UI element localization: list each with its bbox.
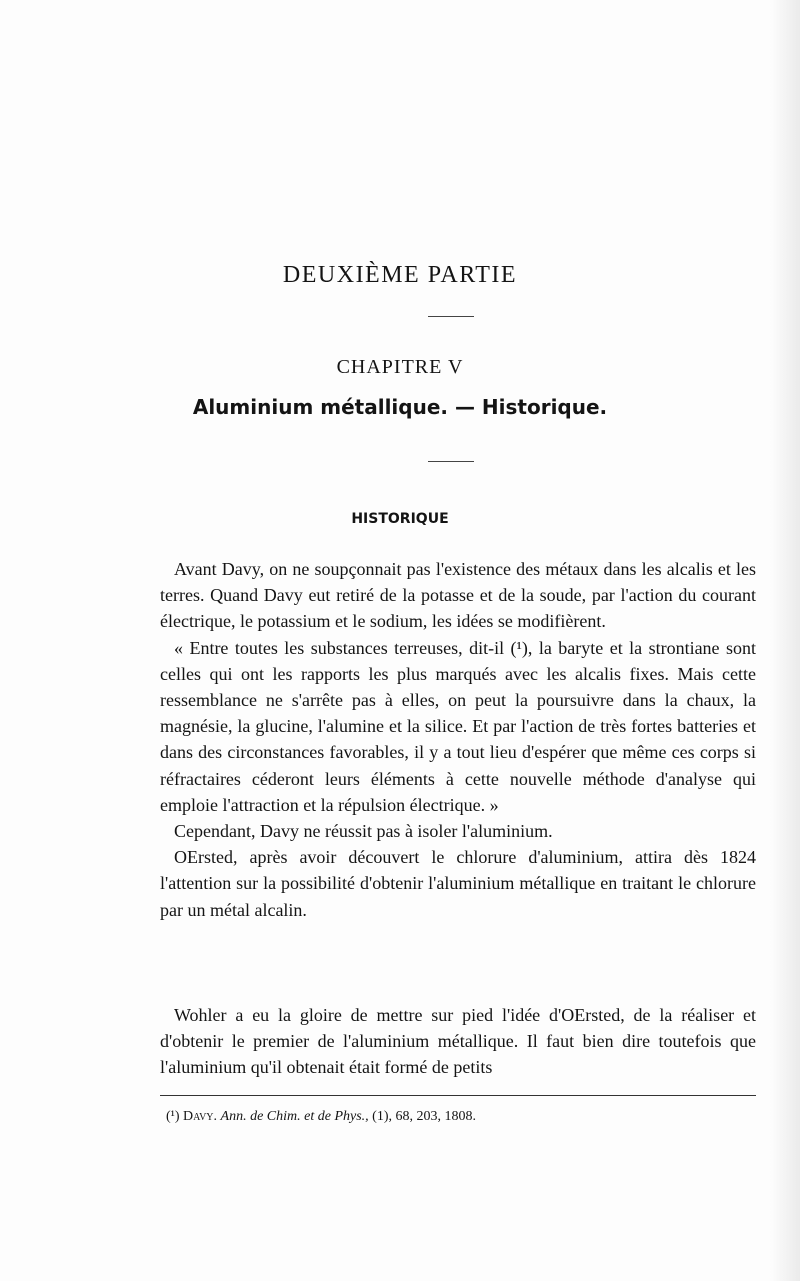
body-text-block (160, 556, 756, 923)
chapter-number: CHAPITRE V (336, 356, 464, 378)
footnote (166, 1109, 476, 1125)
chapter-title: Aluminium métallique. — Historique. (192, 395, 608, 419)
divider-rule (428, 461, 474, 462)
body-text-block (160, 1002, 756, 1081)
section-heading: HISTORIQUE (351, 511, 449, 527)
footnote-rule (160, 1095, 756, 1096)
paragraph: Wohler a eu la gloire de mettre sur pied l'idée d'OErsted, de la réaliser et d'obtenir le premier de l'aluminium métallique. Il faut bien dire toutefois que l'aluminium qu'il obtenait était formé de petits (160, 1005, 756, 1078)
footnote-marker: (¹) (166, 1109, 180, 1124)
paragraph: OErsted, après avoir découvert le chlorure d'aluminium, attira dès 1824 l'attention sur la possibilité d'obtenir l'aluminium métallique en traitant le chlorure par un métal alcalin. (160, 847, 756, 920)
divider-rule (428, 316, 474, 317)
paragraph: Cependant, Davy ne réussit pas à isoler l'aluminium. (174, 821, 553, 842)
footnote-author: Davy. (183, 1109, 218, 1124)
paragraph: « Entre toutes les substances terreuses, dit-il (¹), la baryte et la strontiane sont celles qui ont les rapports les plus marqués avec les alcalis fixes. Mais cette ressemblance ne s'arrête pas à elles, on peut la poursuivre dans la chaux, la magnésie, la glucine, l'alumine et la silice. Et par l'action de très fortes batteries et dans des circonstances favorables, il y a tout lieu d'espérer que même ces corps si réfractaires céderont leurs éléments à cette nouvelle méthode d'analyse qui emploie l'attraction et la répulsion électrique. » (160, 637, 756, 815)
footnote-ref: (1), 68, 203, 1808. (372, 1109, 476, 1124)
part-title: DEUXIÈME PARTIE (282, 262, 518, 288)
footnote-source: Ann. de Chim. et de Phys., (220, 1109, 369, 1124)
page-edge-shadow (770, 0, 800, 1281)
paragraph: Avant Davy, on ne soupçonnait pas l'existence des métaux dans les alcalis et les terres. Quand Davy eut retiré de la potasse et de la soude, par l'action du courant électrique, le potassium et le sodium, les idées se modifièrent. (160, 559, 756, 632)
